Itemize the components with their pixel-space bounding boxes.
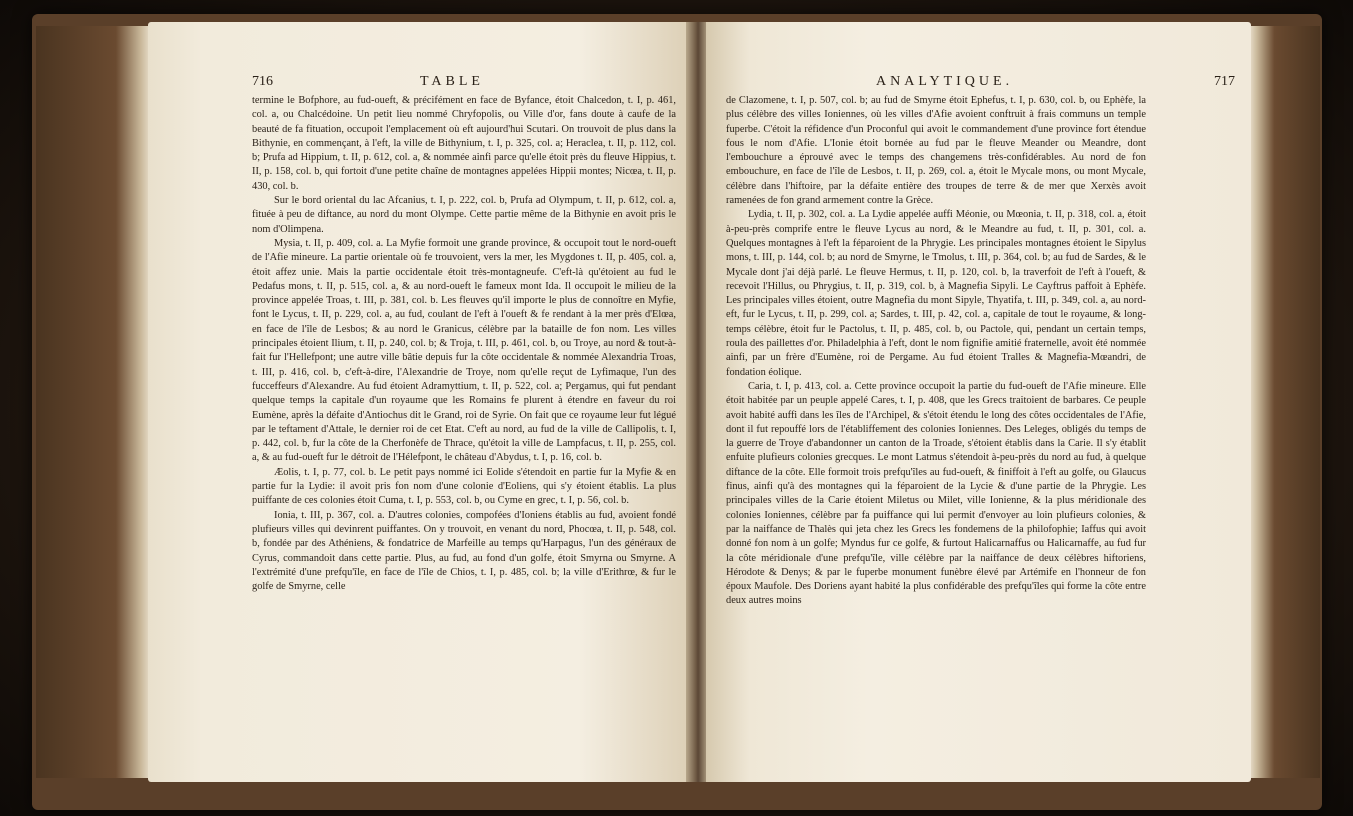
right-paragraph: Caria, t. I, p. 413, col. a. Cette province occupoit la partie du fud-oueft de l'Afie mineure. Elle étoit habitée par un peuple appelé Cares, t. I, p. 408, que les Grecs traitoient de barbares. Ce peuple avoit habité auffi dans les îles de l'Archipel, & s'étoit étendu le long des côtes occidentales de l'Afie, dont il fut repouffé lors de l'établiffement des colonies Ioniennes. Des Leleges, obligés du temps de la guerre de Troye d'abandonner un canton de la Troade, s'étoient établis dans la Carie. Il s'y établit enfuite plufieurs colonies grecques. Le mont Latmus s'étendoit à-peu-près du nord au fud, à quelque diftance de la côte. Elle formoit trois prefqu'îles au fud-oueft, & finiffoit à l'eft au golfe, ou Glaucus finus, ainfi qu'à des montagnes qui la féparoient de la Lycie & d'une partie de la Phrygie. Les principales villes de la Carie étoient Miletus ou Milet, ville Ionienne, & la plus méridionale des colonies Ioniennes, célèbre par fa puiffance qui lui permit d'envoyer au loin plufieurs colonies, & par la naiffance de Thalès qui jeta chez les Grecs les fondemens de la philofophie; Iaffus qui avoit donné fon nom à un golfe; Myndus fur ce golfe, & furtout Halicarnaffus ou Halicarnaffe, au fud fur la côte méridionale d'une prefqu'île, ville célèbre par la naiffance de deux célèbres hiftoriens, Hérodote & Denys; & par le fuperbe monument funèbre élevé par Artémife en l'honneur de fon époux Maufole. Des Doriens ayant habité la plus confidérable des prefqu'îles qui forme la côte entre deux autres moins [726, 380, 1146, 607]
left-page [148, 22, 688, 782]
left-running-title: TABLE [420, 74, 484, 89]
right-paragraph: de Clazomene, t. I, p. 507, col. b; au fud de Smyrne étoit Ephefus, t. I, p. 630, col. b, ou Ephèfe, la plus célèbre des villes Ioniennes, où les villes d'Afie avoient conftruit à frais communs un temple fuperbe. C'étoit la réfidence d'un Proconful qui avoit le commandement d'une province fort étendue fous le nom d'Afie. L'Ionie étoit bornée au fud par le fleuve Meander ou Meandre, dont l'embouchure a éprouvé avec le temps des changemens très-confidérables. Au nord de fon embouchure, en face de l'île de Lesbos, t. II, p. 269, col. a, étoit le Mycale mons, ou mont Mycale, célèbre dans l'hiftoire, par la défaite entière des troupes de terre & de mer que Xerxès avoit ramenées de fon grand armement contre la Grèce. [726, 95, 1146, 207]
right-page-edges [1250, 26, 1320, 778]
left-paragraph: Mysia, t. II, p. 409, col. a. La Myfie formoit une grande province, & occupoit tout le nord-oueft de l'Afie mineure. La partie orientale où fe trouvoient, vers la mer, les Mygdones t. II, p. 405, col. a, étoit affez unie. Mais la partie occidentale étoit très-montagneufe. C'eft-là qu'étoient au fud le Pedafus mons, t. II, p. 515, col. a, & au nord-oueft le fameux mont Ida. Il occupoit le milieu de la province appelée Troas, t. III, p. 381, col. b. Les fleuves qu'il importe le plus de connoître en Myfie, font le Lycus, t. II, p. 229, col. a, au fud, coulant de l'eft à l'oueft & fe rendant à la mer près d'Elœa, en face de l'île de Lesbos; & au nord le Granicus, célèbre par la bataille de fon nom. Les villes principales étoient Ilium, t. II, p. 240, col. b; & Troja, t. III, p. 461, col. b, ou Troye, au nord & tout-à-fait fur l'Hellefpont; une autre ville bâtie depuis fur la côte occidentale & nommée Alexandria Troas, t. III, p. 416, col. b, c'eft-à-dire, l'Alexandrie de Troye, nom qu'elle reçut de Lyfimaque, l'un des fucceffeurs d'Alexandre. Au fud étoient Adramyttium, t. II, p. 522, col. a; Pergamus, qui fut pendant quelque temps la capitale d'un royaume que les Romains fe plurent à étendre en faveur du roi Eumène, après la défaite d'Antiochus dit le Grand, roi de Syrie. On fait que ce royaume leur fut légué par le teftament d'Attale, le dernier roi de cet Etat. C'eft au nord, au fud de la ville de Callipolis, t. I, p. 442, col. b, fur la côte de la Cherfonèfe de Thrace, qu'étoit la ville de Lampfacus, t. II, p. 255, col. a, & au fud-oueft fur le détroit de l'Hélefpont, le château d'Abydus, t. I, p. 16, col. b. [252, 237, 676, 464]
left-paragraph: Æolis, t. I, p. 77, col. b. Le petit pays nommé ici Eolide s'étendoit en partie fur la Myfie & en partie fur la Lydie: il avoit pris fon nom d'une colonie d'Eoliens, qui s'y étoient établis. La plus puiffante de ces colonies étoit Cuma, t. I, p. 553, col. b, ou Cyme en grec, t. I, p. 56, col. b. [252, 466, 676, 507]
left-body-text [252, 94, 676, 594]
right-running-head [706, 74, 1251, 94]
right-paragraph: Lydia, t. II, p. 302, col. a. La Lydie appelée auffi Méonie, ou Mœonia, t. II, p. 318, col. a, étoit à-peu-près comprife entre le fleuve Lycus au nord, & le Meandre au fud, t. II, p. 301, col. a. Quelques montagnes à l'eft la féparoient de la Phrygie. Les principales montagnes étoient le Sipylus mons, t. III, p. 144, col. b; au nord de Smyrne, le Tmolus, t. III, p. 364, col. b; au fud de Sardes, & le Mycale dont j'ai déjà parlé. Le fleuve Hermus, t. II, p. 120, col. b, la traverfoit de l'eft à l'oueft, & recevoit l'Hillus, ou Phrygius, t. II, p. 319, col. b, à Magnefia Sipyli. Le Cayftrus paffoit à Ephèfe. Les principales villes étoient, outre Magnefia du mont Sipyle, Thyatifa, t. III, p. 349, col. a, au nord-eft, fur le Lycus, t. II, p. 299, col. a; Sardes, t. III, p. 42, col. a, capitale de tout le royaume, & long-temps célèbre, étoit fur le Pactolus, t. II, p. 485, col. b, ou Pactole, qui, pendant un certain temps, roula des paillettes d'or. Philadelphia à l'eft, dont le nom fignifie amitié fraternelle, avoit été nommée ainfi, par un frère d'Eumène, roi de Pergame. Au fud étoient Tralles & Magnefia-Mœandri, de fondation éolique. [726, 209, 1146, 378]
left-running-head [148, 74, 688, 94]
left-paragraph: termine le Bofphore, au fud-oueft, & précifément en face de Byfance, étoit Chalcedon, t. I, p. 461, col. a, ou Chalcédoine. Un petit lieu nommé Chryfopolis, ou Ville d'or, fans doute à caufe de la beauté de fa fituation, occupoit l'emplacement où eft aujourd'hui Scutari. On trouvoit de plus dans la Bithynie, en commençant, à l'eft, la ville de Bithynium, t. I, p. 325, col. a; Heraclea, t. II, p. 112, col. b; Prufa ad Hippium, t. II, p. 612, col. a, & nommée ainfi parce qu'elle étoit près du fleuve Hippius, t. II, p. 158, col. b, qui fortoit d'une petite chaîne de montagnes appelées Hippii montes; Nicœa, t. II, p. 430, col. b. [252, 95, 676, 192]
left-paragraph: Sur le bord oriental du lac Afcanius, t. I, p. 222, col. b, Prufa ad Olympum, t. II, p. 612, col. a, fituée à peu de diftance, au nord du mont Olympe. Cette partie même de la Bithynie en avoit pris le nom d'Olimpena. [252, 195, 676, 235]
left-paragraph: Ionia, t. III, p. 367, col. a. D'autres colonies, compofées d'Ioniens établis au fud, avoient fondé plufieurs villes qui devinrent puiffantes. On y trouvoit, en venant du nord, Phocœa, t. II, p. 548, col. b, fondée par des Athéniens, & fondatrice de Marfeille au temps qu'Harpagus, l'un des généraux de Cyrus, commandoit dans cette partie. Plus, au fud, au fond d'un golfe, étoit Smyrna ou Smyrne. A l'extrémité d'une prefqu'île, en face de l'île de Chios, t. I, p. 485, col. b; la ville d'Erithrœ, & fur le golfe de Smyrne, celle [252, 509, 676, 593]
right-page [706, 22, 1251, 782]
book-gutter [686, 22, 708, 782]
right-page-number: 717 [1214, 74, 1235, 89]
left-page-number: 716 [252, 74, 273, 89]
left-page-edges [36, 26, 150, 778]
right-running-title: ANALYTIQUE. [876, 74, 1014, 89]
right-body-text [726, 94, 1146, 609]
